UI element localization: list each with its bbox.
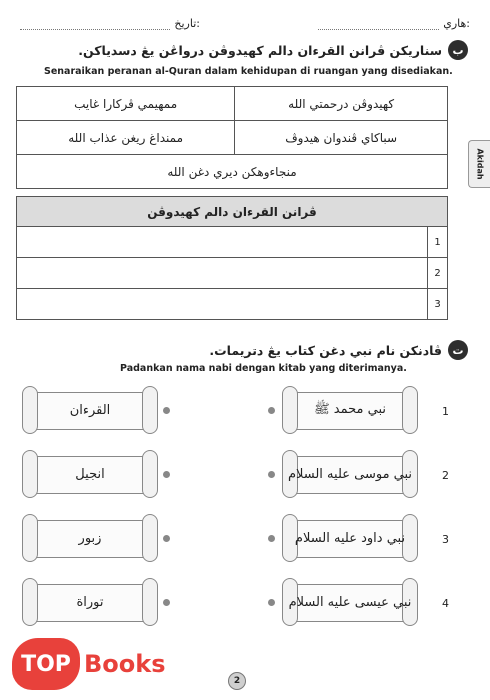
topbooks-logo	[12, 638, 166, 690]
prophet-name: نبي محمد ﷺ	[313, 401, 387, 417]
row-number: 1	[428, 227, 448, 258]
answer-field[interactable]	[17, 289, 428, 320]
book-scroll	[20, 384, 160, 436]
match-number: 2	[442, 469, 449, 482]
match-dot[interactable]	[268, 535, 275, 542]
table-row	[17, 289, 448, 320]
prophet-scroll	[280, 512, 420, 564]
section-t-title	[209, 340, 468, 360]
book-name: توراة	[76, 594, 104, 610]
answer-field[interactable]	[17, 227, 428, 258]
role-cell: کهيدوڤن درحمتي الله	[235, 87, 448, 121]
day-dots	[318, 18, 439, 30]
section-t-badge: ت	[448, 340, 468, 360]
date-dots	[20, 18, 170, 30]
match-dot[interactable]	[268, 599, 275, 606]
match-dot[interactable]	[268, 471, 275, 478]
book-name: انجيل	[75, 466, 105, 482]
section-b-title	[78, 40, 468, 60]
match-dot[interactable]	[268, 407, 275, 414]
match-dot[interactable]	[163, 535, 170, 542]
book-scroll	[20, 576, 160, 628]
match-dot[interactable]	[163, 407, 170, 414]
answer-header-row	[17, 197, 448, 227]
match-number: 4	[442, 597, 449, 610]
role-cell: سباکاي ڤندوان هيدوڤ	[235, 121, 448, 155]
match-number: 3	[442, 533, 449, 546]
row-number: 2	[428, 258, 448, 289]
section-b-title-text: سناريکن ڤرانن القرءان دالم کهيدوڤن دروا‌ڠن يڠ دسدياکن.	[78, 42, 442, 58]
prophet-name: نبي عيسى عليه السلام	[288, 594, 412, 610]
logo-word: Books	[84, 650, 166, 678]
date-label: تاريخ:	[174, 17, 200, 30]
book-name: زبور	[78, 530, 102, 546]
table-row	[17, 121, 448, 155]
book-scroll	[20, 448, 160, 500]
side-tab-label: Akidah	[475, 148, 484, 180]
page-number: 2	[228, 672, 246, 690]
role-cell: ممهيمي ڤرکارا غايب	[17, 87, 235, 121]
table-row	[17, 258, 448, 289]
match-dot[interactable]	[163, 599, 170, 606]
prophet-scroll	[280, 576, 420, 628]
date-field	[20, 10, 200, 30]
role-cell: ممنداغ ريغن عذاب الله	[17, 121, 235, 155]
day-field	[318, 10, 470, 30]
table-row	[17, 87, 448, 121]
role-cell: منجاءوهکن ديري دغن الله	[17, 155, 448, 189]
logo-mark: TOP	[12, 638, 80, 690]
table-row	[17, 155, 448, 189]
section-b-badge: ب	[448, 40, 468, 60]
answer-field[interactable]	[17, 258, 428, 289]
prophet-scroll	[280, 384, 420, 436]
match-dot[interactable]	[163, 471, 170, 478]
day-label: هاري:	[443, 17, 470, 30]
table-row	[17, 227, 448, 258]
prophet-name: نبي داود عليه السلام	[294, 530, 406, 546]
answer-table	[16, 196, 448, 320]
row-number: 3	[428, 289, 448, 320]
answer-header: ڤرانن القرءان دالم کهيدوڤن	[17, 197, 448, 227]
prophet-name: نبي موسى عليه السلام	[287, 466, 413, 482]
match-number: 1	[442, 405, 449, 418]
section-t-subtitle: Padankan nama nabi dengan kitab yang diterimanya.	[120, 363, 407, 374]
book-name: القرءان	[69, 402, 111, 418]
prophet-scroll	[280, 448, 420, 500]
roles-table	[16, 86, 448, 189]
book-scroll	[20, 512, 160, 564]
section-b-subtitle: Senaraikan peranan al-Quran dalam kehidupan di ruangan yang disediakan.	[44, 66, 453, 77]
side-tab	[468, 140, 490, 188]
section-t-title-text: ڤادنکن نام نبي دغن کتاب يڠ دتريمات.	[209, 342, 442, 358]
